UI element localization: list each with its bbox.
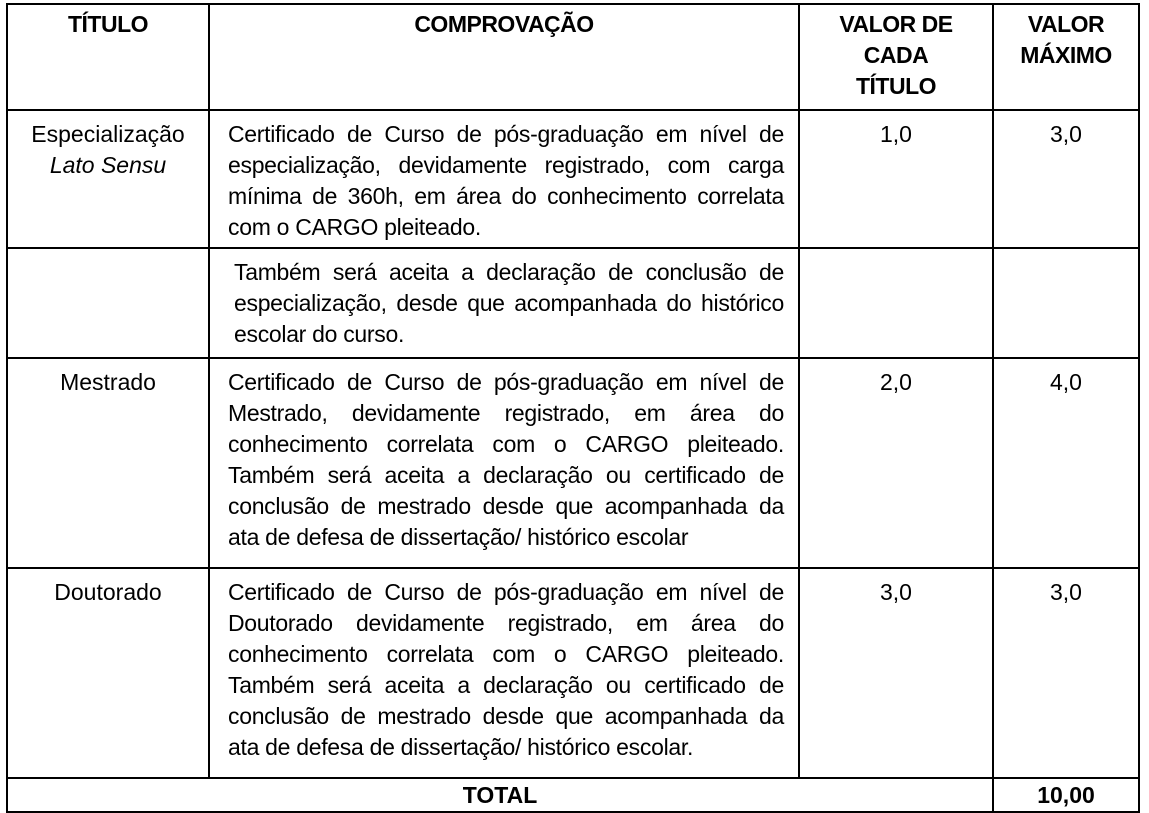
table-row-especializacao: [7, 110, 1139, 248]
cell-titulo: Doutorado: [7, 568, 209, 778]
header-valor-cada-line-3: TÍTULO: [855, 73, 937, 99]
header-valor-maximo-line-1: VALOR: [1027, 11, 1105, 37]
header-valor-maximo: [993, 4, 1139, 110]
cell-maximo: 3,0: [993, 110, 1139, 248]
cell-maximo: 4,0: [993, 358, 1139, 568]
table-row-total: [7, 778, 1139, 812]
total-value: 10,00: [993, 778, 1139, 812]
table-row-doutorado: [7, 568, 1139, 778]
cell-comprovacao: Certificado de Curso de pós-graduação em nível de especialização, devidamente registrado, com carga mínima de 360h, em área do conhecimento correlata com o CARGO pleiteado.: [209, 110, 799, 248]
cell-valor: 3,0: [799, 568, 993, 778]
cell-maximo: 3,0: [993, 568, 1139, 778]
score-table: [6, 3, 1140, 813]
cell-titulo: Mestrado: [7, 358, 209, 568]
titulo-lato-sensu: Lato Sensu: [49, 152, 167, 178]
cell-titulo: [7, 110, 209, 248]
header-valor-maximo-line-2: MÁXIMO: [1020, 42, 1112, 68]
table-row-especializacao-declaracao: [7, 248, 1139, 358]
header-row: [7, 4, 1139, 110]
table-row-mestrado: [7, 358, 1139, 568]
cell-maximo-empty: [993, 248, 1139, 358]
header-valor-cada-titulo: [799, 4, 993, 110]
header-titulo: TÍTULO: [7, 4, 209, 110]
total-label: TOTAL: [7, 778, 993, 812]
cell-valor: 1,0: [799, 110, 993, 248]
cell-valor: 2,0: [799, 358, 993, 568]
cell-comprovacao: Também será aceita a declaração de conclusão de especialização, desde que acompanhada do histórico escolar do curso.: [209, 248, 799, 358]
cell-titulo-empty: [7, 248, 209, 358]
cell-comprovacao: Certificado de Curso de pós-graduação em nível de Mestrado, devidamente registrado, em área do conhecimento correlata com o CARGO pleiteado. Também será aceita a declaração ou certificado de conclusão de mestrado desde que acompanhada da ata de defesa de dissertação/ histórico escolar: [209, 358, 799, 568]
header-valor-cada-line-1: VALOR DE: [839, 11, 953, 37]
header-valor-cada-line-2: CADA: [863, 42, 929, 68]
cell-valor-empty: [799, 248, 993, 358]
header-comprovacao: COMPROVAÇÃO: [209, 4, 799, 110]
cell-comprovacao: Certificado de Curso de pós-graduação em nível de Doutorado devidamente registrado, em área do conhecimento correlata com o CARGO pleiteado. Também será aceita a declaração ou certificado de conclusão de mestrado desde que acompanhada da ata de defesa de dissertação/ histórico escolar.: [209, 568, 799, 778]
titulo-especializacao: Especialização: [31, 121, 185, 147]
